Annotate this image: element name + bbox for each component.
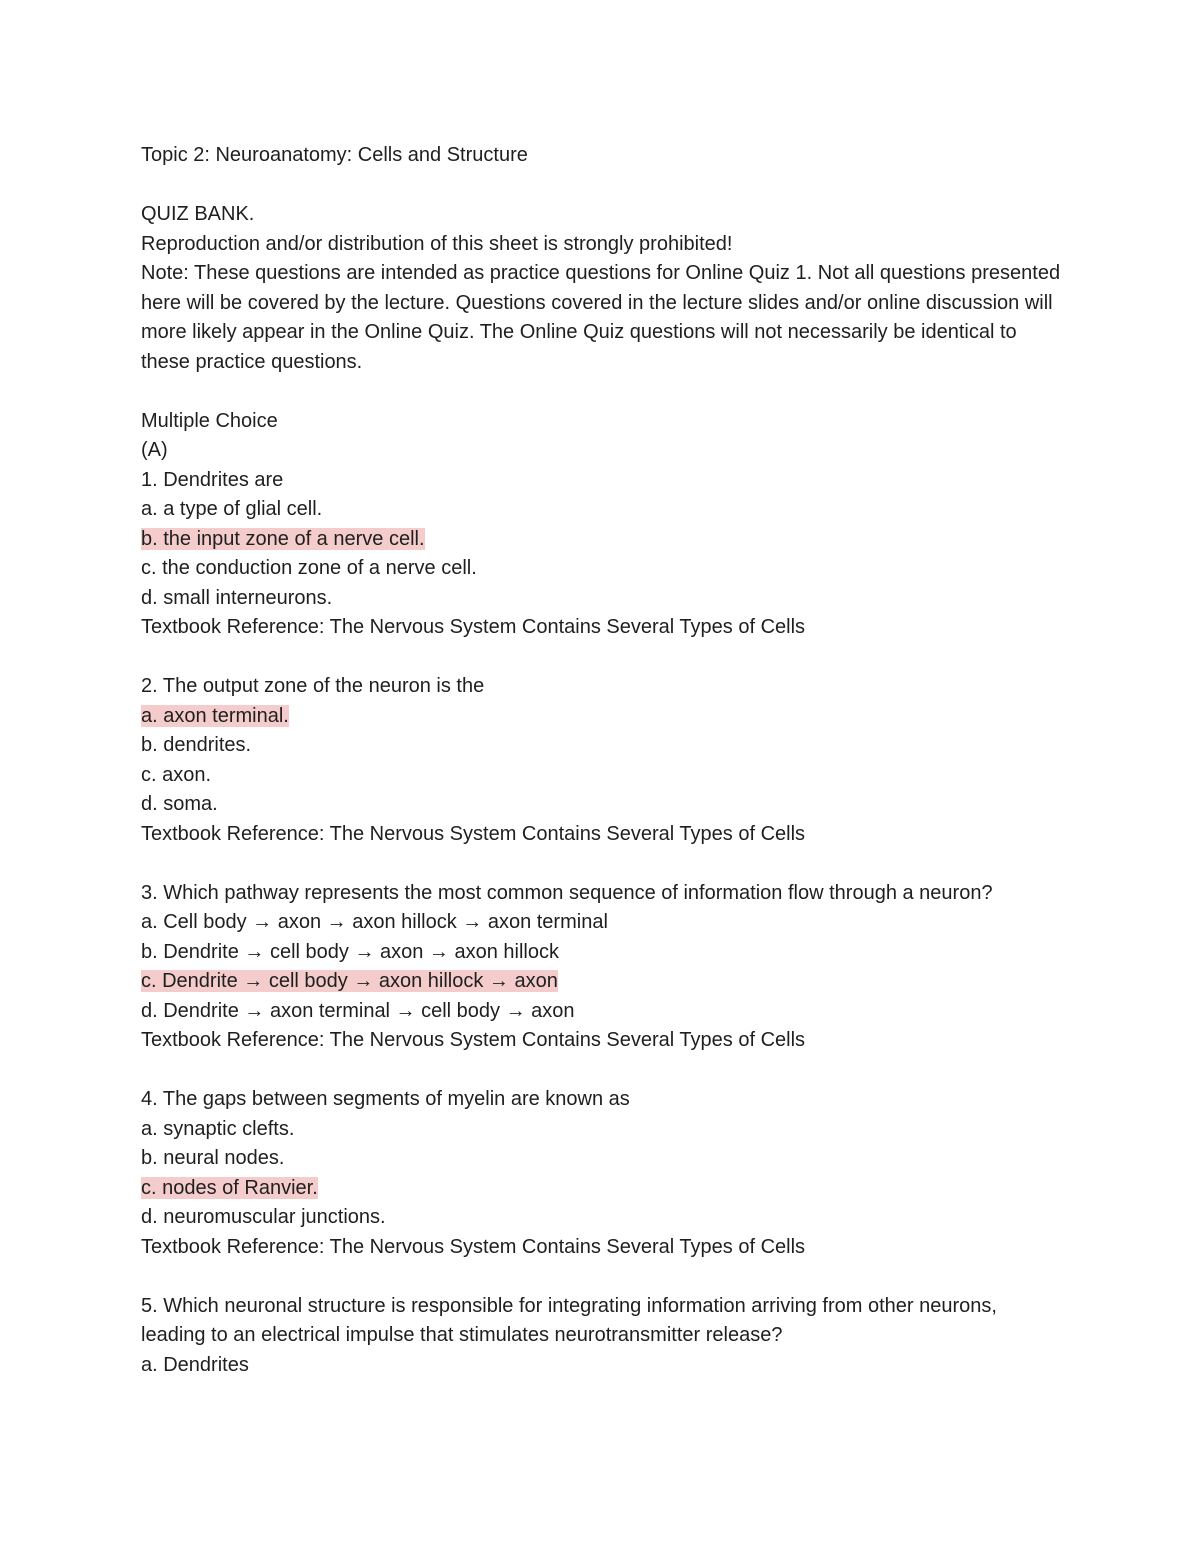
answer-option: a. a type of glial cell.: [141, 498, 323, 520]
answer-option: b. dendrites.: [141, 734, 252, 756]
answer-highlight: b. the input zone of a nerve cell.: [141, 527, 425, 550]
answer-option: c. the conduction zone of a nerve cell.: [141, 557, 477, 579]
section-heading: Multiple Choice: [141, 409, 278, 432]
answer-option: b. neural nodes.: [141, 1147, 285, 1169]
question-stem: 1. Dendrites are: [141, 468, 284, 491]
textbook-reference: Textbook Reference: The Nervous System Contains Several Types of Cells: [141, 616, 806, 638]
answer-option-highlighted: [141, 1174, 1061, 1204]
reproduction-warning: Reproduction and/or distribution of this sheet is strongly prohibited!: [141, 232, 733, 255]
answer-highlight: c. nodes of Ranvier.: [141, 1176, 318, 1199]
question-2: [141, 672, 1061, 849]
answer-option: a. Cell body → axon → axon hillock → axon terminal: [141, 911, 608, 933]
document-body: [141, 141, 1061, 1380]
answer-option: b. Dendrite → cell body → axon → axon hillock: [141, 940, 559, 963]
question-1: [141, 466, 1061, 643]
question-5: [141, 1292, 1061, 1381]
answer-option-highlighted: [141, 702, 1061, 732]
answer-option-highlighted: [141, 967, 1061, 997]
question-4: [141, 1085, 1061, 1262]
practice-note: Note: These questions are intended as practice questions for Online Quiz 1. Not all questions presented here will be covered by the lecture. Questions covered in the lecture slides and/or online discussion will more likely appear in the Online Quiz. The Online Quiz questions will not necessarily be identical to these practice questions.: [141, 262, 1061, 373]
spacer: [141, 643, 1061, 673]
spacer: [141, 1262, 1061, 1292]
section-part: (A): [141, 439, 168, 461]
spacer: [141, 171, 1061, 201]
spacer: [141, 377, 1061, 407]
question-3: [141, 879, 1061, 1056]
answer-option: c. axon.: [141, 763, 212, 786]
textbook-reference: Textbook Reference: The Nervous System Contains Several Types of Cells: [141, 1029, 806, 1051]
answer-option: d. neuromuscular junctions.: [141, 1206, 386, 1228]
textbook-reference: Textbook Reference: The Nervous System Contains Several Types of Cells: [141, 822, 806, 845]
textbook-reference: Textbook Reference: The Nervous System Contains Several Types of Cells: [141, 1235, 806, 1258]
answer-option: a. synaptic clefts.: [141, 1117, 295, 1140]
spacer: [141, 849, 1061, 879]
question-stem: 3. Which pathway represents the most common sequence of information flow through a neuron?: [141, 881, 993, 904]
spacer: [141, 1056, 1061, 1086]
question-stem: 4. The gaps between segments of myelin are known as: [141, 1088, 630, 1110]
answer-highlight: a. axon terminal.: [141, 704, 289, 727]
question-stem: 2. The output zone of the neuron is the: [141, 675, 485, 697]
page-title: Topic 2: Neuroanatomy: Cells and Structure: [141, 144, 528, 166]
answer-option: d. Dendrite → axon terminal → cell body → axon: [141, 999, 575, 1022]
answer-option: d. small interneurons.: [141, 586, 333, 609]
quiz-bank-label: QUIZ BANK.: [141, 203, 255, 225]
answer-option: d. soma.: [141, 793, 218, 815]
answer-option: a. Dendrites: [141, 1353, 249, 1376]
answer-highlight: c. Dendrite → cell body → axon hillock → axon: [141, 970, 558, 992]
question-stem: 5. Which neuronal structure is responsible for integrating information arriving from other neurons, leading to an electrical impulse that stimulates neurotransmitter release?: [141, 1294, 997, 1346]
answer-option-highlighted: [141, 525, 1061, 555]
